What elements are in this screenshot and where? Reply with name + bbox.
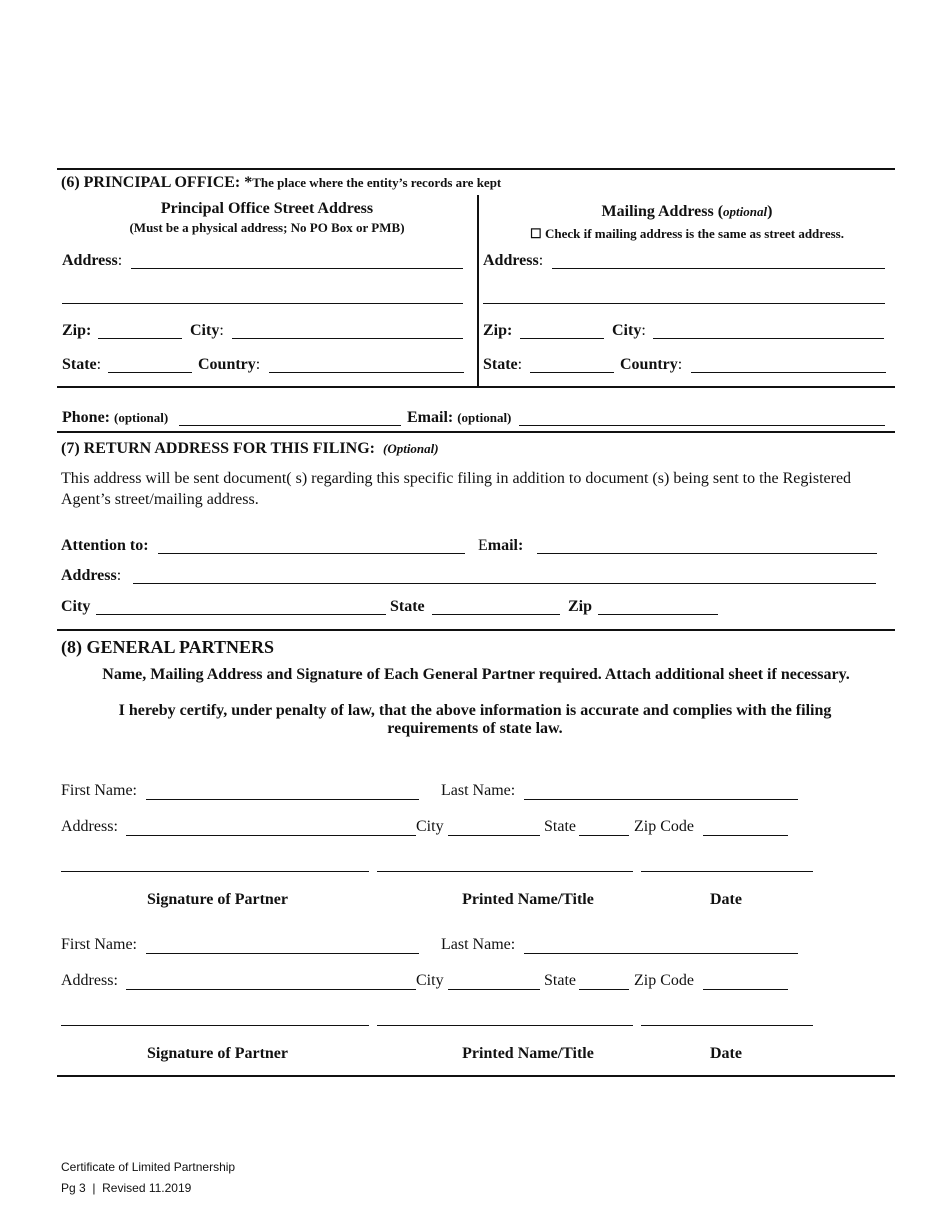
principal-address-line1[interactable] — [131, 268, 463, 269]
mailing-country-label: Country: — [620, 356, 683, 373]
partner2-signature-line[interactable] — [61, 1025, 369, 1026]
section8-top-rule — [57, 629, 895, 631]
attention-field[interactable] — [158, 553, 465, 554]
principal-zip-field[interactable] — [98, 338, 182, 339]
partner1-first-name-field[interactable] — [146, 799, 419, 800]
partner1-state-label: State — [544, 818, 576, 835]
partner2-signature-caption: Signature of Partner — [146, 1045, 288, 1062]
section6-title — [61, 174, 501, 192]
section6-title-note: The place where the entity’s records are kept — [252, 175, 502, 190]
section8-bottom-rule — [57, 1075, 895, 1077]
attention-label: Attention to: — [61, 537, 149, 554]
partner1-zip-label: Zip Code — [634, 818, 694, 835]
return-address-field[interactable] — [133, 583, 876, 584]
partner2-state-field[interactable] — [579, 989, 629, 990]
mailing-state-field[interactable] — [530, 372, 614, 373]
principal-address-label: Address: — [62, 252, 123, 269]
phone-label: Phone: (optional) — [62, 409, 169, 426]
section7-title: (7) RETURN ADDRESS FOR THIS FILING: (Optional) — [61, 440, 439, 457]
return-city-label: City — [61, 598, 91, 615]
principal-city-label: City: — [190, 322, 224, 339]
partner2-date-caption: Date — [710, 1045, 742, 1062]
partner2-last-name-field[interactable] — [524, 953, 798, 954]
section7-description: This address will be sent document( s) regarding this specific filing in addition to document (s) being sent to the Registered Agent’s street/mailing address. — [61, 470, 852, 508]
partner2-date-line[interactable] — [641, 1025, 813, 1026]
return-state-label: State — [390, 598, 425, 615]
partner2-zip-field[interactable] — [703, 989, 788, 990]
partner1-date-line[interactable] — [641, 871, 813, 872]
mailing-country-field[interactable] — [691, 372, 886, 373]
partner2-first-name-label: First Name: — [61, 936, 137, 953]
partner1-zip-field[interactable] — [703, 835, 788, 836]
partner1-signature-caption: Signature of Partner — [146, 891, 288, 908]
partner2-address-field[interactable] — [126, 989, 416, 990]
principal-country-label: Country: — [198, 356, 261, 373]
partner1-state-field[interactable] — [579, 835, 629, 836]
return-address-label: Address: — [61, 567, 122, 584]
partner1-city-label: City — [416, 818, 444, 835]
return-email-label: Email: — [478, 537, 524, 554]
section7-top-rule — [57, 431, 895, 433]
footer-form-name: Certificate of Limited Partnership — [61, 1160, 236, 1174]
email-label: Email: (optional) — [407, 409, 512, 426]
mailing-state-label: State: — [483, 356, 523, 373]
partner1-first-name-label: First Name: — [61, 782, 137, 799]
partner1-signature-line[interactable] — [61, 871, 369, 872]
principal-address-line2[interactable] — [62, 303, 463, 304]
partner1-printed-name-line[interactable] — [377, 871, 633, 872]
mailing-address-label: Address: — [483, 252, 544, 269]
phone-field[interactable] — [179, 425, 401, 426]
same-address-checkbox[interactable]: ☐ Check if mailing address is the same as street address. — [530, 226, 844, 241]
partner2-first-name-field[interactable] — [146, 953, 419, 954]
partner2-last-name-label: Last Name: — [441, 936, 516, 953]
partner1-city-field[interactable] — [448, 835, 540, 836]
principal-city-field[interactable] — [232, 338, 463, 339]
principal-zip-label: Zip: — [62, 322, 92, 339]
section6-column-divider — [477, 195, 479, 387]
principal-state-field[interactable] — [108, 372, 192, 373]
principal-country-field[interactable] — [269, 372, 464, 373]
partner1-address-field[interactable] — [126, 835, 416, 836]
mailing-address-line1[interactable] — [552, 268, 885, 269]
partner2-city-label: City — [416, 972, 444, 989]
mailing-address-heading: Mailing Address (optional) — [601, 203, 773, 220]
partner1-printed-caption: Printed Name/Title — [462, 891, 594, 908]
partner2-address-label: Address: — [61, 972, 118, 989]
partner1-address-label: Address: — [61, 818, 118, 835]
principal-office-heading: Principal Office Street Address — [160, 200, 374, 217]
return-zip-field[interactable] — [598, 614, 718, 615]
return-email-field[interactable] — [537, 553, 877, 554]
section6-top-rule — [57, 168, 895, 170]
return-city-field[interactable] — [96, 614, 386, 615]
return-state-field[interactable] — [432, 614, 560, 615]
section8-title: (8) GENERAL PARTNERS — [61, 637, 275, 657]
mailing-city-label: City: — [612, 322, 646, 339]
partner1-date-caption: Date — [710, 891, 742, 908]
partner1-last-name-field[interactable] — [524, 799, 798, 800]
mailing-city-field[interactable] — [653, 338, 884, 339]
email-field[interactable] — [519, 425, 885, 426]
mailing-zip-label: Zip: — [483, 322, 513, 339]
partner1-last-name-label: Last Name: — [441, 782, 516, 799]
partner2-printed-name-line[interactable] — [377, 1025, 633, 1026]
principal-office-subheading: (Must be a physical address; No PO Box or PMB) — [129, 220, 405, 235]
partner2-state-label: State — [544, 972, 576, 989]
partner2-zip-label: Zip Code — [634, 972, 694, 989]
section6-title-text: (6) PRINCIPAL OFFICE: * — [61, 174, 253, 191]
section6-bottom-rule — [57, 386, 895, 388]
footer-page-info: Pg 3 | Revised 11.2019 — [61, 1181, 192, 1195]
principal-state-label: State: — [62, 356, 102, 373]
section8-certification: I hereby certify, under penalty of law, that the above information is accurate and complies with the filing requirements of state law. — [118, 702, 832, 737]
partner2-city-field[interactable] — [448, 989, 540, 990]
mailing-address-line2[interactable] — [483, 303, 885, 304]
partner2-printed-caption: Printed Name/Title — [462, 1045, 594, 1062]
mailing-zip-field[interactable] — [520, 338, 604, 339]
return-zip-label: Zip — [568, 598, 593, 615]
section8-instruction: Name, Mailing Address and Signature of Each General Partner required. Attach additional sheet if necessary. — [102, 666, 850, 683]
